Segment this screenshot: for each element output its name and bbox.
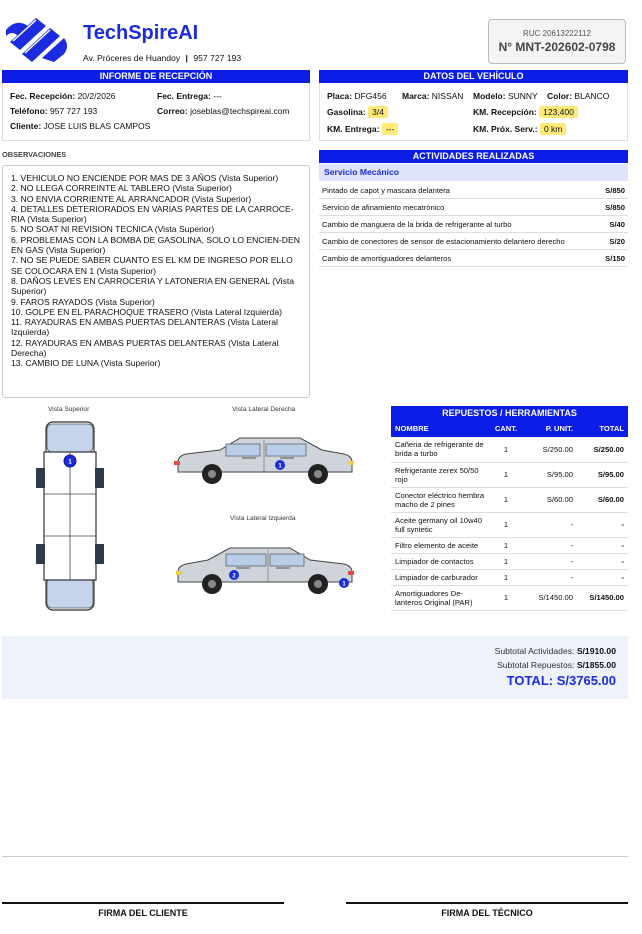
part-total: - [577,512,628,537]
cliente: Cliente: JOSE LUIS BLAS CAMPOS [10,121,151,131]
ruc-box [488,19,626,64]
activity-price: S/20 [609,236,625,246]
part-name: Conector eléctrico hembra macho de 2 pines [391,487,489,512]
company-name: TechSpireAI [83,22,199,44]
part-qty: 1 [489,512,523,537]
marker-top: 1 [68,458,72,466]
parts-row [391,487,628,512]
activity-name: Cambio de manguera de la brida de refrigerante al turbo [322,219,512,229]
car-top-view-diagram [30,418,110,614]
gasolina: Gasolina: 3/4 [327,107,388,117]
part-unit-price: - [523,553,577,569]
part-total: - [577,553,628,569]
car-left-side-diagram [174,542,358,598]
address-separator: | [185,53,188,63]
subtotal-parts: Subtotal Repuestos: S/1855.00 [497,660,616,670]
ruc-text: RUC 20613222112 [523,29,591,38]
part-total: S/95.00 [577,462,628,487]
part-name: Amortiguadores De-lanteros Original (PAR) [391,585,489,610]
part-total: - [577,569,628,585]
address-text: Av. Próceres de Huandoy [83,53,181,63]
km-entrega: KM. Entrega: --- [327,124,398,134]
observation-item: 6. PROBLEMAS CON LA BOMBA DE GASOLINA, SOLO LO ENCIEN-DEN EN GAS (Vista Superior) [11,234,300,256]
tech-signature-line [346,902,628,904]
activity-price: S/850 [605,185,625,195]
part-name: Refrigerante zerex 50/50 rojo [391,462,489,487]
part-unit-price: - [523,512,577,537]
part-unit-price: - [523,537,577,553]
observation-item: 1. VEHICULO NO ENCIENDE POR MAS DE 3 AÑOS (Vista Superior) [11,173,279,183]
grand-total: TOTAL: S/3765.00 [506,673,616,688]
fec-recepcion: Fec. Recepción: 20/2/2026 [10,91,116,101]
part-qty: 1 [489,487,523,512]
activity-price: S/150 [605,253,625,263]
client-signature-label: FIRMA DEL CLIENTE [98,908,188,918]
activity-row [319,182,628,199]
part-unit-price: S/250.00 [523,437,577,462]
part-total: S/60.00 [577,487,628,512]
totals-panel [2,636,628,699]
part-qty: 1 [489,553,523,569]
activity-row [319,250,628,267]
subtotal-activities: Subtotal Actividades: S/1910.00 [494,646,616,656]
activity-row [319,216,628,233]
col-qty: CANT. [489,420,523,437]
observation-item: 10. GOLPE EN EL PARACHOQUE TRASERO (Vista Lateral Izquierda) [11,306,282,317]
part-qty: 1 [489,437,523,462]
activities-header: ACTIVIDADES REALIZADAS [319,150,628,163]
part-name: Limpiador de carburador [391,569,489,585]
client-signature-line [2,902,284,904]
observation-item: 5. NO SOAT NI REVISION TECNICA (Vista Superior) [11,224,215,235]
part-total: S/1450.00 [577,585,628,610]
part-unit-price: S/95.00 [523,462,577,487]
parts-header: REPUESTOS / HERRAMIENTAS [391,406,628,420]
modelo: Modelo: SUNNY [473,91,538,101]
company-logo [2,12,70,62]
part-qty: 1 [489,585,523,610]
marker-right: 1 [278,463,282,470]
activity-name: Pintado de capot y mascara delantera [322,185,450,195]
document-number: N° MNT-202602-0798 [498,40,616,54]
parts-row [391,462,628,487]
part-unit-price: - [523,569,577,585]
observations-title: OBSERVACIONES [2,150,67,159]
activities-category: Servicio Mecánico [319,164,628,181]
observation-item: 7. NO SE PUEDE SABER CUANTO ES EL KM DE INGRESO POR ELLO SE COLOCARA EN 1 (Vista Superior) [11,255,293,276]
observation-item: 8. DAÑOS LEVES EN CARROCERIA Y LATONERIA EN GENERAL (Vista Superior) [11,275,295,297]
divider [2,856,628,857]
vista-lateral-izquierda-label: Vista Lateral Izquierda [230,515,296,522]
part-qty: 1 [489,462,523,487]
part-name: Filtro elemento de aceite [391,537,489,553]
part-total: S/250.00 [577,437,628,462]
observation-item: 11. RAYADURAS EN AMBAS PUERTAS DELANTERAS (Vista Lateral Izquierda) [11,317,278,338]
observation-item: 2. NO LLEGA CORREINTE AL TABLERO (Vista Superior) [11,183,232,194]
part-unit-price: S/60.00 [523,487,577,512]
activity-name: Cambio de conectores de sensor de estacionamiento delantero derecho [322,236,565,246]
activity-name: Cambio de amortiguadores delanteros [322,253,452,263]
parts-row [391,553,628,569]
correo: Correo: joseblas@techspireai.com [157,106,290,116]
activity-row [319,199,628,216]
parts-row [391,585,628,610]
marca: Marca: NISSAN [402,91,464,101]
part-name: Aceite germany oil 10w40 full syntetic [391,512,489,537]
marker-left-a: 2 [232,573,236,580]
observations-list [11,173,301,369]
reception-header: INFORME DE RECEPCIÓN [2,70,310,83]
part-name: Cañeria de refrigerante de brida a turbo [391,437,489,462]
parts-row [391,512,628,537]
part-unit-price: S/1450.00 [523,585,577,610]
col-unit: P. UNIT. [523,420,577,437]
fec-entrega: Fec. Entrega: --- [157,91,222,101]
part-total: - [577,537,628,553]
activity-name: Servicio de afinamiento mecatrónico [322,202,445,212]
activity-row [319,233,628,250]
part-qty: 1 [489,537,523,553]
activity-price: S/40 [609,219,625,229]
placa: Placa: DFG456 [327,91,387,101]
part-qty: 1 [489,569,523,585]
color: Color: BLANCO [547,91,610,101]
company-phone: 957 727 193 [193,53,242,63]
telefono: Teléfono: 957 727 193 [10,106,98,116]
km-recepcion: KM. Recepción: 123,400 [473,107,578,117]
parts-table-wrap [391,420,628,611]
km-prox-serv: KM. Próx. Serv.: 0 km [473,124,566,134]
vista-superior-label: Vista Superior [48,406,90,413]
observations-box [2,165,310,398]
observation-item: 3. NO ENVIA CORRIENTE AL ARRANCADOR (Vista Superior) [11,193,252,204]
vehicle-header: DATOS DEL VEHÍCULO [319,70,628,83]
tech-signature-label: FIRMA DEL TÉCNICO [441,908,533,918]
brand-logo-icon [2,12,70,62]
observation-item: 12. RAYADURAS EN AMBAS PUERTAS DELANTERAS (Vista Lateral Derecha) [11,337,279,359]
parts-row [391,569,628,585]
activities-list [319,182,628,267]
part-name: Limpiador de contactos [391,553,489,569]
company-address [83,53,241,63]
parts-table [391,420,628,611]
vehicle-panel [319,83,628,141]
car-right-side-diagram [172,432,356,488]
activity-price: S/850 [605,202,625,212]
reception-panel [2,83,310,141]
parts-row [391,437,628,462]
observation-item: 13. CAMBIO DE LUNA (Vista Superior) [11,358,161,369]
vista-lateral-derecha-label: Vista Lateral Derecha [232,406,296,413]
parts-row [391,537,628,553]
marker-left-b: 1 [342,581,346,588]
observation-item: 9. FAROS RAYADOS (Vista Superior) [11,296,155,307]
col-total: TOTAL [577,420,628,437]
col-name: NOMBRE [391,420,489,437]
observation-item: 4. DETALLES DETERIORADOS EN VARIAS PARTES DE LA CARROCE-RIA (Vista Superior) [11,203,294,225]
